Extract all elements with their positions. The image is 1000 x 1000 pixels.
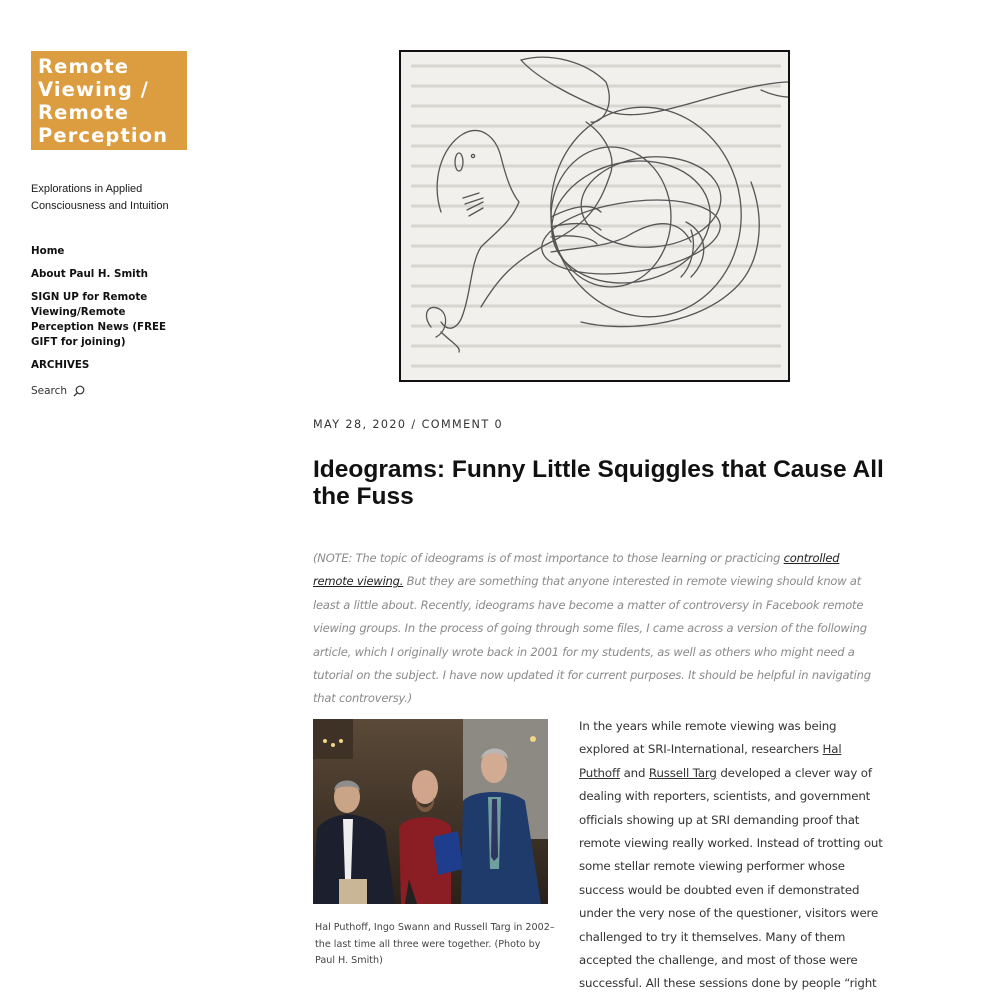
ideogram-sketch: [401, 52, 788, 380]
main-navigation: [31, 244, 191, 381]
logo-line: Remote: [38, 101, 130, 124]
nav-item-archives[interactable]: ARCHIVES: [31, 359, 90, 371]
photo-caption: Hal Puthoff, Ingo Swann and Russell Targ in 2002–the last time all three were together. (Photo by Paul H. Smith): [315, 922, 555, 967]
link-russell-targ[interactable]: Russell Targ: [648, 765, 717, 780]
body-text: and: [619, 765, 649, 780]
note-text: NOTE: The topic of ideograms is of most importance to those learning or practicing: [317, 551, 784, 565]
body-text: developed a clever way of dealing with reporters, scientists, and government officials showing up at SRI demanding proof that remote viewing really worked. Instead of trotting out some stellar remote viewing performer whose success would be doubted even if demonstrated under the very nose of the questioner, visitors were challenged to try it themselves. Many of them accepted the challenge, and most of those were successful. All these sessions done by people “right: [579, 765, 883, 991]
crv-link[interactable]: controlled remote viewing.: [313, 551, 840, 589]
nav-item-home[interactable]: Home: [31, 245, 65, 257]
nav-item-about[interactable]: About Paul H. Smith: [31, 268, 148, 280]
nav-item-signup[interactable]: SIGN UP for Remote Viewing/Remote Perception News (FREE GIFT for joining): [31, 291, 167, 348]
note-open-paren: (: [313, 551, 318, 565]
post-meta: [313, 418, 503, 431]
post-comments-link[interactable]: COMMENT 0: [421, 418, 504, 431]
search-toggle[interactable]: [31, 385, 85, 397]
logo-line: Perception: [38, 124, 169, 147]
post-title: Ideograms: Funny Little Squiggles that Cause All the Fuss: [313, 456, 884, 510]
logo-line: Remote: [38, 55, 130, 78]
note-text: But they are something that anyone interested in remote viewing should know at least a little about. Recently, ideograms have become a matter of controversy in Facebook remote viewing groups. In the process of going through some files, I came across a version of the following article, which I originally wrote back in 2001 for my students, as well as others who might need a tutorial on the subject. I have now updated it for current purposes. It should be helpful in navigating that controversy.: [313, 574, 871, 706]
group-photo[interactable]: [313, 719, 548, 904]
site-logo[interactable]: [31, 51, 187, 150]
search-label: Search: [31, 385, 68, 397]
search-icon: [73, 385, 85, 397]
note-close-paren: ): [407, 691, 412, 706]
link-hal-puthoff[interactable]: Hal Puthoff: [579, 742, 842, 780]
meta-separator: /: [411, 418, 417, 431]
body-text: In the years while remote viewing was being explored at SRI-International, researchers: [579, 719, 837, 757]
logo-line: Viewing /: [38, 78, 150, 101]
site-tagline: Explorations in Applied Consciousness and Intuition: [31, 183, 169, 212]
post-date[interactable]: MAY 28, 2020: [313, 418, 407, 431]
post-body: [579, 715, 884, 996]
featured-image[interactable]: [399, 50, 790, 382]
photo-hal-ingo-russell: [313, 719, 548, 904]
intro-note: [313, 547, 880, 711]
